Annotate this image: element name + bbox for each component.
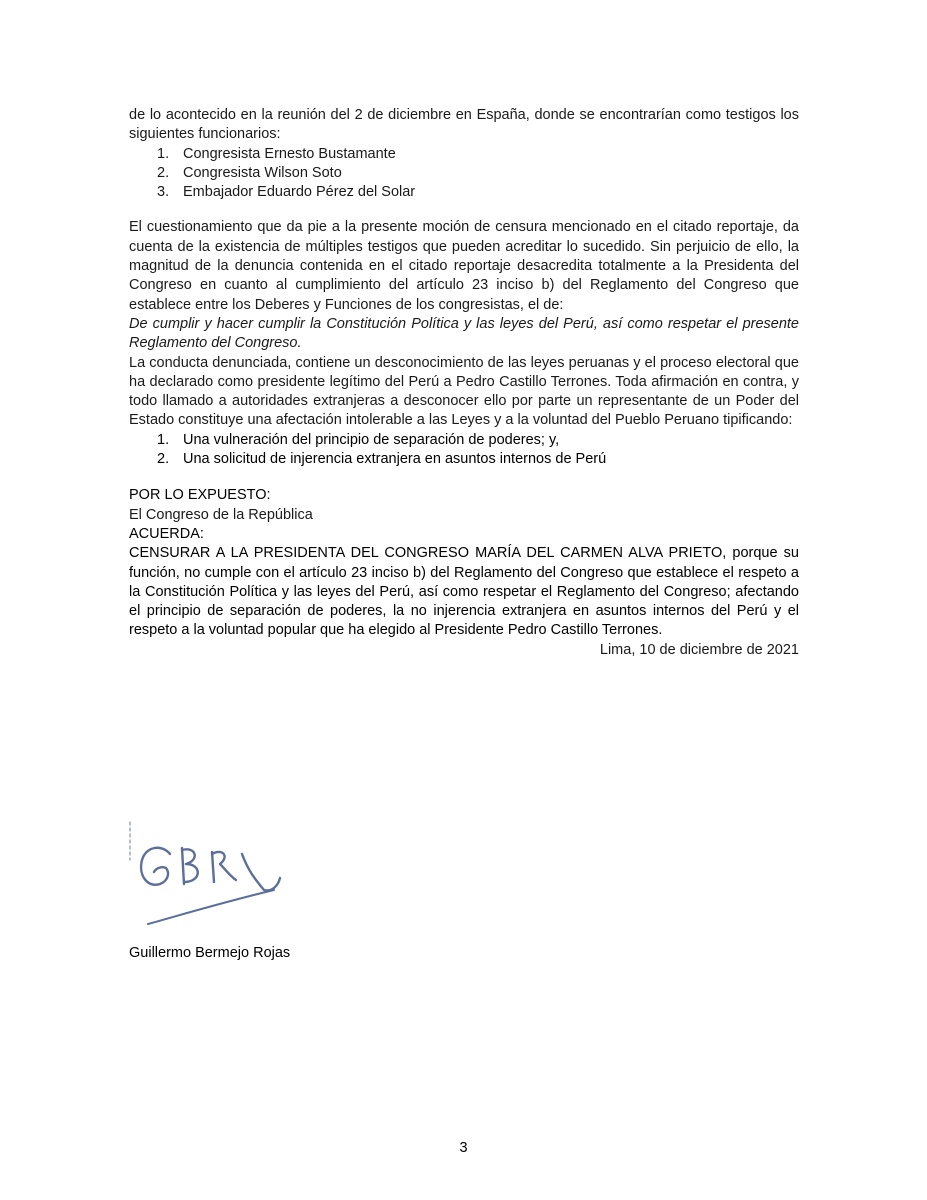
list-item xyxy=(129,145,799,164)
list-number: 1. xyxy=(157,145,170,162)
censure-resolution: CENSURAR A LA PRESIDENTA DEL CONGRESO MARÍA DEL CARMEN ALVA PRIETO, porque su función, no cumple con el artículo 23 inciso b) del Reglamento del Congreso que establece el respeto a la Constitución Política y las leyes del Perú, así como respetar el Reglamento del Congreso; afectando el principio de separación de poderes, la no injerencia extranjera en asuntos internos del Perú y el respeto a la voluntad popular que ha elegido al Presidente Pedro Castillo Terrones. xyxy=(129,545,799,639)
list-item xyxy=(129,450,799,469)
questioning-paragraph: El cuestionamiento que da pie a la presente moción de censura mencionado en el citado reportaje, da cuenta de la existencia de múltiples testigos que pueden acreditar lo sucedido. Sin perjuicio de ello, la magnitud de la denuncia contenida en el citado reportaje desacredita totalmente a la Presidenta del Congreso en cuanto al cumplimiento del artículo 23 inciso b) del Reglamento del Congreso que establece entre los Deberes y Funciones de los congresistas, el de: xyxy=(129,219,799,313)
list-text: Congresista Ernesto Bustamante xyxy=(183,145,396,162)
list-text: Una vulneración del principio de separación de poderes; y, xyxy=(183,431,560,448)
list-number: 3. xyxy=(157,184,170,201)
handwritten-signature-icon xyxy=(124,820,294,935)
acuerda-heading: ACUERDA: xyxy=(129,525,204,542)
list-number: 2. xyxy=(157,164,170,181)
congreso-line: El Congreso de la República xyxy=(129,506,313,523)
intro-paragraph: de lo acontecido en la reunión del 2 de diciembre en España, donde se encontrarían como testigos los siguientes funcionarios: xyxy=(129,107,799,143)
list-text: Una solicitud de injerencia extranjera en asuntos internos de Perú xyxy=(183,451,607,468)
por-lo-expuesto-heading: POR LO EXPUESTO: xyxy=(129,487,271,504)
witness-list xyxy=(129,145,799,203)
list-item xyxy=(129,164,799,183)
list-item xyxy=(129,183,799,202)
conduct-paragraph: La conducta denunciada, contiene un desconocimiento de las leyes peruanas y el proceso electoral que ha declarado como presidente legítimo del Perú a Pedro Castillo Terrones. Toda afirmación en contra, y todo llamado a autoridades extranjeras a desconocer ello por parte un representante de un Poder del Estado constituye una afectación intolerable a las Leyes y a la voluntad del Pueblo Peruano tipificando: xyxy=(129,354,799,429)
quoted-duty: De cumplir y hacer cumplir la Constitución Política y las leyes del Perú, así como respetar el presente Reglamento del Congreso. xyxy=(129,315,799,352)
list-item xyxy=(129,431,799,450)
list-text: Congresista Wilson Soto xyxy=(183,164,342,181)
violations-list xyxy=(129,431,799,470)
date-line: Lima, 10 de diciembre de 2021 xyxy=(599,641,799,658)
list-text: Embajador Eduardo Pérez del Solar xyxy=(183,184,416,201)
list-number: 2. xyxy=(157,451,170,468)
document-body xyxy=(129,106,799,660)
page-number: 3 xyxy=(459,1140,468,1156)
list-number: 1. xyxy=(157,431,170,448)
signer-name: Guillermo Bermejo Rojas xyxy=(129,945,291,961)
